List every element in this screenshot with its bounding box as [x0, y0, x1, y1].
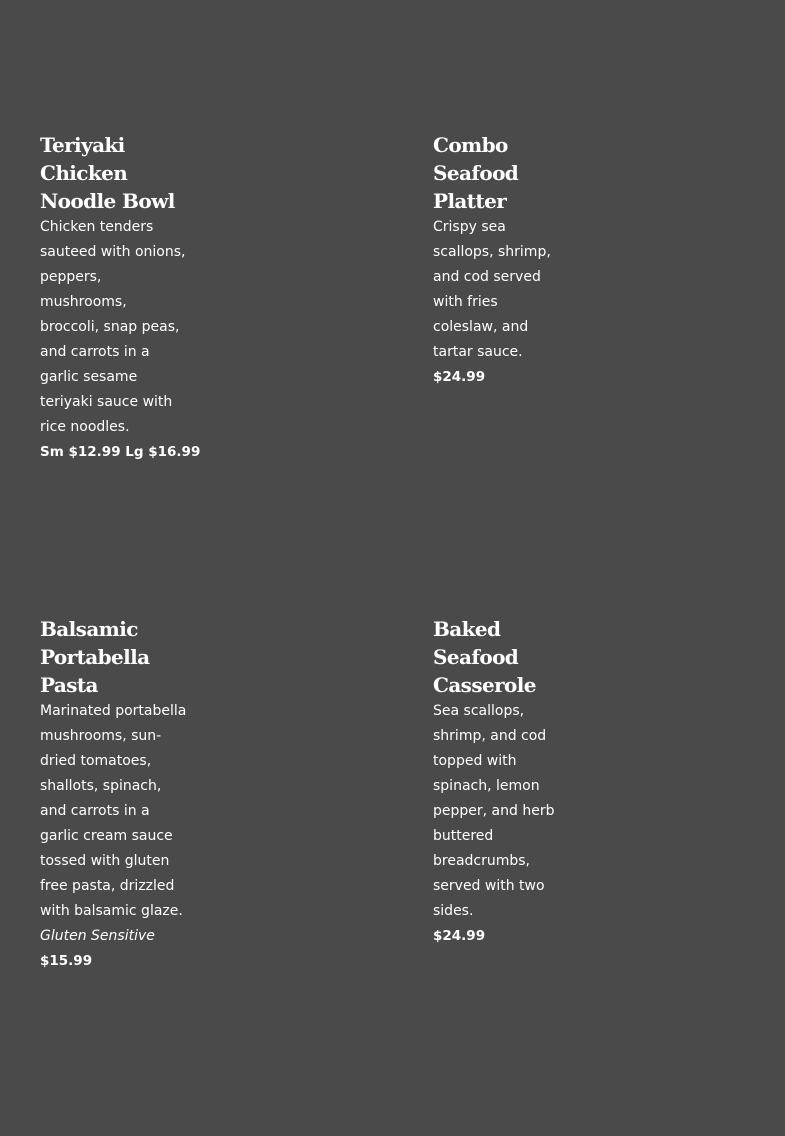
item-price: $15.99 — [40, 953, 93, 969]
item-description: Crispy sea scallops, shrimp, and cod served with fries coleslaw, and tartar sauce. — [433, 219, 551, 360]
item-title: Balsamic Portabella Pasta — [40, 617, 150, 697]
item-title: Teriyaki Chicken Noodle Bowl — [40, 133, 175, 213]
menu-item-balsamic-portabella-pasta — [40, 615, 188, 974]
item-description: Sea scallops, shrimp, and cod topped with spinach, lemon pepper, and herb buttered breadcrumbs, served with two sides. — [433, 703, 555, 919]
item-price: Sm $12.99 Lg $16.99 — [40, 444, 201, 460]
menu-item-teriyaki-chicken-noodle-bowl — [40, 131, 201, 465]
menu-item-baked-seafood-casserole — [433, 615, 557, 949]
item-title: Baked Seafood Casserole — [433, 617, 536, 697]
dietary-note: Gluten Sensitive — [40, 928, 155, 944]
item-price: $24.99 — [433, 369, 486, 385]
item-title: Combo Seafood Platter — [433, 133, 519, 213]
item-description: Chicken tenders sauteed with onions, peppers, mushrooms, broccoli, snap peas, and carrots in a garlic sesame teriyaki sauce with rice noodles. — [40, 219, 186, 435]
item-description: Marinated portabella mushrooms, sun-dried tomatoes, shallots, spinach, and carrots in a garlic cream sauce tossed with gluten free pasta, drizzled with balsamic glaze. — [40, 703, 187, 919]
item-price: $24.99 — [433, 928, 486, 944]
menu-item-combo-seafood-platter — [433, 131, 553, 390]
